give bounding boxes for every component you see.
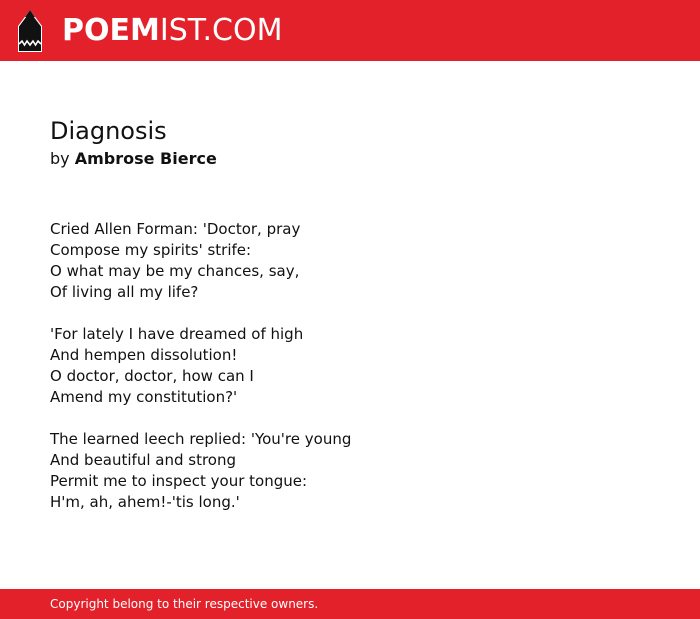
brand-bold-text: POEM	[62, 13, 160, 48]
poem-line: The learned leech replied: 'You're young	[50, 430, 352, 448]
poem-byline	[50, 149, 217, 169]
by-label: by	[50, 149, 70, 168]
site-footer	[0, 589, 700, 619]
poem-title: Diagnosis	[50, 117, 167, 145]
poem-line: Of living all my life?	[50, 283, 199, 301]
poem-body	[50, 219, 650, 534]
stanza	[50, 324, 650, 408]
poem-line: O what may be my chances, say,	[50, 262, 300, 280]
site-logo-text[interactable]	[62, 11, 282, 51]
poem-line: And beautiful and strong	[50, 451, 237, 469]
poem-line: 'For lately I have dreamed of high	[50, 325, 304, 343]
copyright-notice: Copyright belong to their respective owners.	[50, 597, 319, 611]
pencil-icon[interactable]	[18, 10, 42, 52]
stanza	[50, 219, 650, 303]
poem-line: Amend my constitution?'	[50, 388, 238, 406]
poem-line: Cried Allen Forman: 'Doctor, pray	[50, 220, 301, 238]
site-header	[0, 0, 700, 61]
poem-line: H'm, ah, ahem!-'tis long.'	[50, 493, 240, 511]
brand-light-text: IST.COM	[159, 13, 283, 48]
poem-line: O doctor, doctor, how can I	[50, 367, 254, 385]
poem-line: And hempen dissolution!	[50, 346, 238, 364]
poem-line: Permit me to inspect your tongue:	[50, 472, 308, 490]
poem-line: Compose my spirits' strife:	[50, 241, 252, 259]
poem-author: Ambrose Bierce	[74, 149, 217, 168]
stanza	[50, 429, 650, 513]
